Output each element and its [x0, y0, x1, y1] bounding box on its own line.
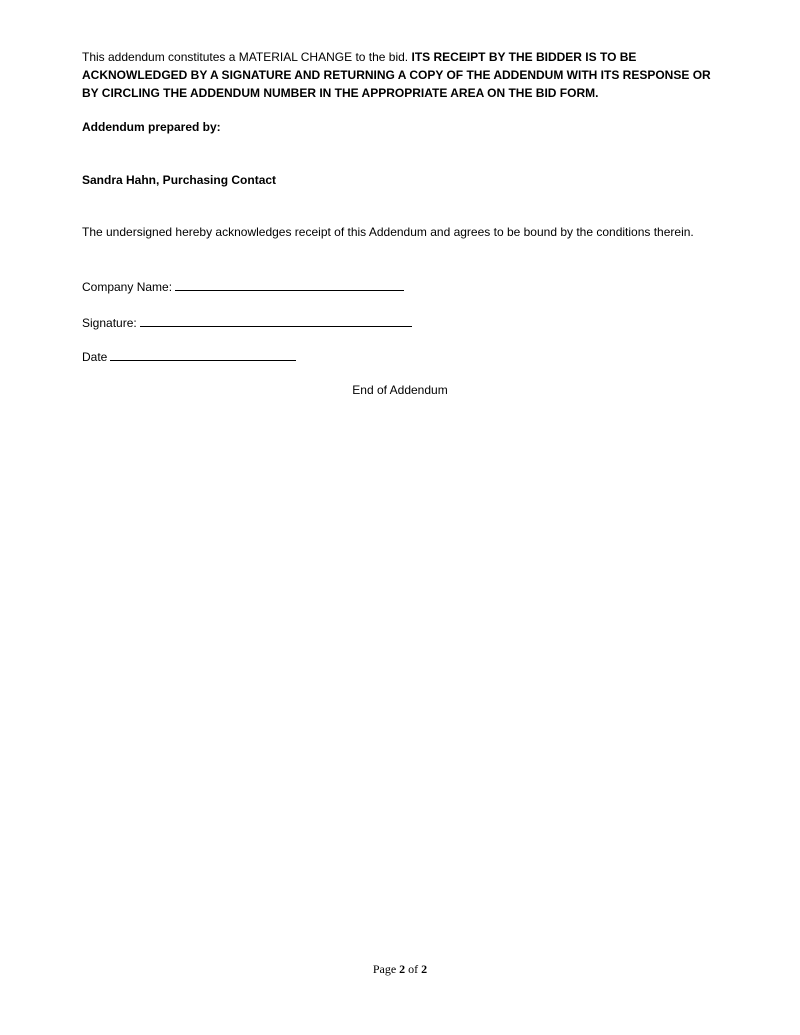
notice-normal-text: This addendum constitutes a MATERIAL CHANGE to the bid.: [82, 50, 412, 64]
company-name-blank: [175, 277, 404, 291]
page-word: Page: [372, 962, 397, 976]
signature-blank: [140, 313, 412, 327]
end-of-addendum: End of Addendum: [352, 383, 448, 397]
prepared-by-heading: Addendum prepared by:: [82, 120, 221, 134]
of-word: of: [408, 962, 419, 976]
company-name-field: [82, 277, 404, 296]
page-footer: [0, 960, 800, 978]
addendum-notice: [82, 48, 722, 102]
date-field: [82, 347, 296, 366]
company-name-label: Company Name:: [82, 280, 173, 294]
date-label: Date: [82, 350, 108, 364]
signature-field: [82, 313, 412, 332]
total-pages-number: 2: [421, 962, 428, 976]
signature-label: Signature:: [82, 316, 137, 330]
acknowledgement-text: The undersigned hereby acknowledges receipt of this Addendum and agrees to be bound by the conditions therein.: [82, 225, 694, 239]
contact-name: Sandra Hahn, Purchasing Contact: [82, 173, 277, 187]
date-blank: [110, 347, 296, 361]
notice-bold-text: ITS RECEIPT BY THE BIDDER IS TO BE ACKNOWLEDGED BY A SIGNATURE AND RETURNING A COPY OF THE ADDENDUM WITH ITS RESPONSE OR BY CIRCLING THE ADDENDUM NUMBER IN THE APPROPRIATE AREA ON THE BID FORM.: [82, 50, 711, 100]
current-page-number: 2: [399, 962, 406, 976]
